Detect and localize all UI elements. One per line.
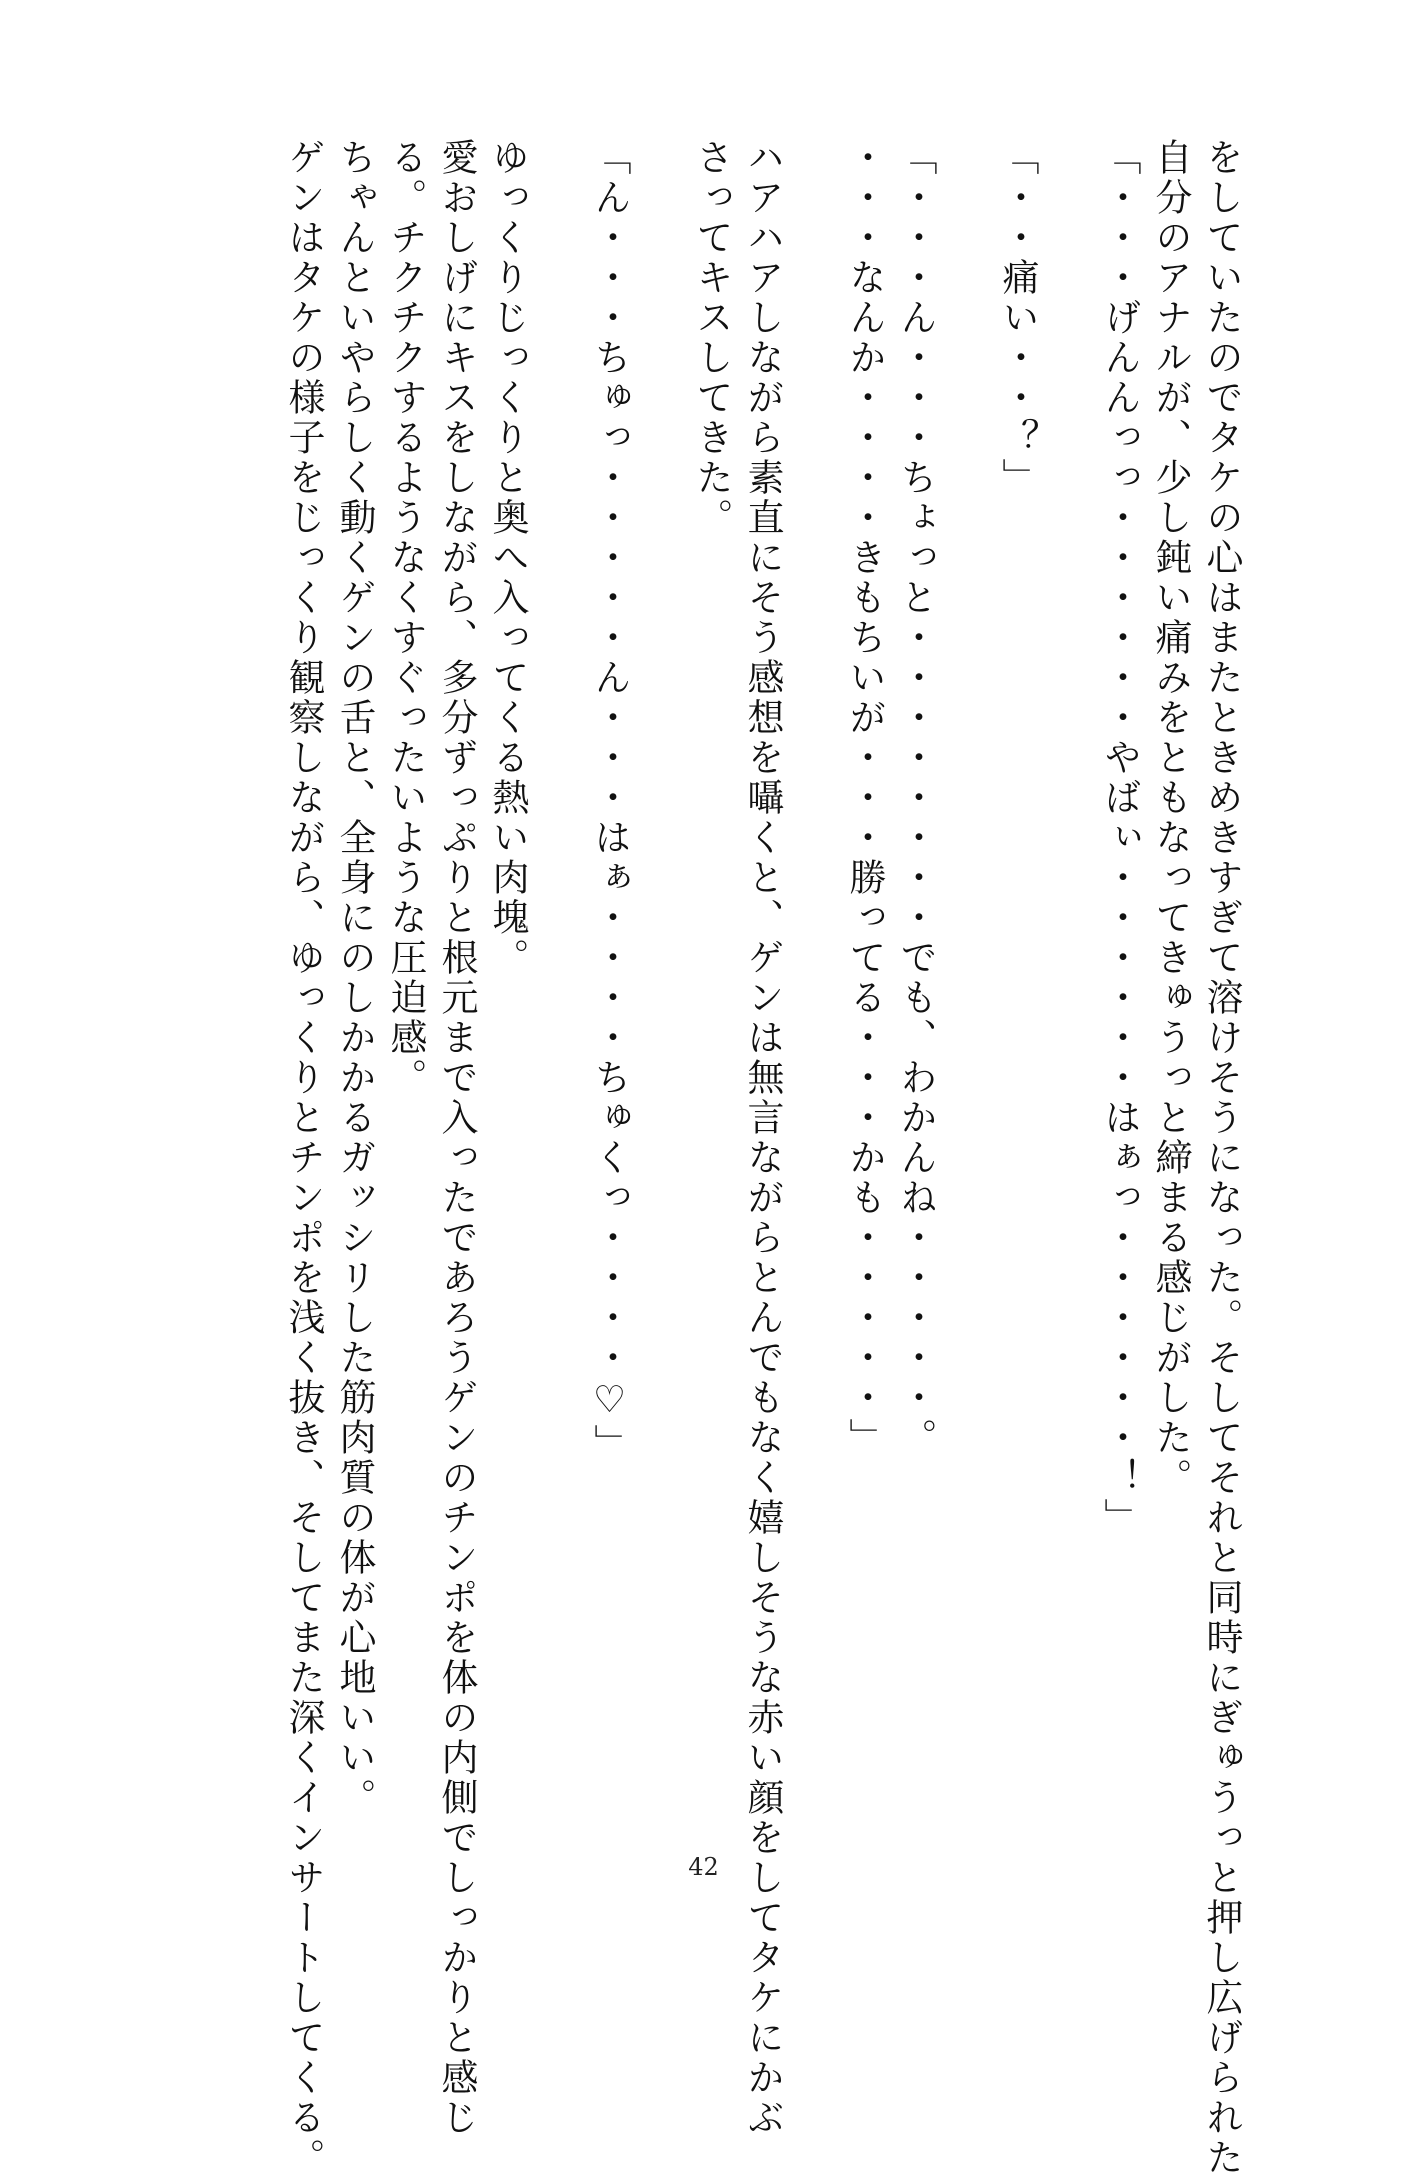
text-line: ハアハアしながら素直にそう感想を囁くと、ゲンは無言ながらとんでもなく嬉しそうな赤い顔をしてタケにかぶ bbox=[741, 138, 784, 2138]
text-line: をしていたのでタケの心はまたときめきすぎて溶けそうになった。そしてそれと同時にぎゅうっと押し広げられた bbox=[1200, 138, 1243, 2178]
blank-line bbox=[1043, 138, 1094, 1868]
text-line: ゲンはタケの様子をじっくり観察しながら、ゆっくりとチンポを浅く抜き、そしてまた深くインサートしてくる。 bbox=[282, 138, 325, 2178]
text-line: 「・・痛い・・？」 bbox=[996, 138, 1039, 498]
text-line: さってキスしてきた。 bbox=[690, 138, 733, 538]
blank-line bbox=[941, 138, 992, 1868]
text-line: 「・・・げんんっっ・・・・・・やばぃ・・・・・・はぁっ・・・・・・！」 bbox=[1098, 138, 1141, 1538]
text-line: る。チクチクするようなくすぐったいような圧迫感。 bbox=[384, 138, 427, 1098]
text-line: 愛おしげにキスをしながら、多分ずっぷりと根元まで入ったであろうゲンのチンポを体の内側でしっかりと感じ bbox=[435, 138, 478, 2138]
text-line: 自分のアナルが、少し鈍い痛みをともなってきゅうっと締まる感じがした。 bbox=[1149, 138, 1192, 1498]
page-number: 42 bbox=[688, 1853, 719, 1881]
text-line: ゆっくりじっくりと奥へ入ってくる熱い肉塊。 bbox=[486, 138, 529, 978]
text-line: ・・・なんか・・・・きもちいが・・・勝ってる・・・かも・・・・・」 bbox=[843, 138, 886, 1458]
text-line: ちゃんといやらしく動くゲンの舌と、全身にのしかかるガッシリした筋肉質の体が心地いい。 bbox=[333, 138, 376, 1818]
blank-line bbox=[635, 138, 686, 1868]
body-text bbox=[278, 138, 1247, 2178]
text-line: 「ん・・・ちゅっ・・・・・ん・・・はぁ・・・・ちゅくっ・・・・♡」 bbox=[588, 138, 631, 1464]
text-line: 「・・・ん・・・ちょっと・・・・・・・・でも、わかんね・・・・・。 bbox=[894, 138, 937, 1458]
blank-line bbox=[788, 138, 839, 1868]
blank-line bbox=[533, 138, 584, 1868]
